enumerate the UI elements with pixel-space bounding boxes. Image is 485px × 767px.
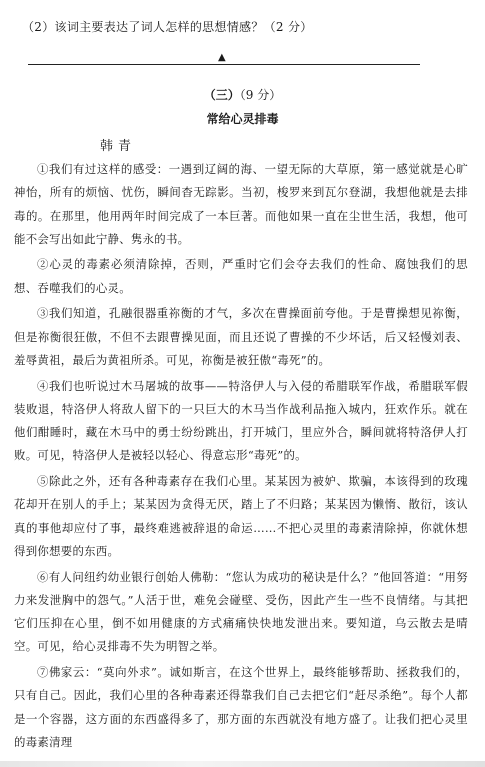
divider-line (28, 64, 420, 65)
question-text: （2）该词主要表达了词人怎样的思想情感？（2 分） (22, 20, 313, 34)
paragraph-4: ④我们也听说过木马屠城的故事——特洛伊人与入侵的希腊联军作战，希腊联军假装败退，特洛伊人将敌人留下的一只巨大的木马当作战利品拖入城内，狂欢作乐。就在他们酣睡时，藏在木马中的勇士纷纷跳出，打开城门，里应外合，瞬间就将特洛伊人打败。可见，特洛伊人是被轻以轻心、得意忘形“毒死”的。 (14, 378, 468, 463)
paragraph-1: ①我们有过这样的感受：一遇到辽阔的海、一望无际的大草原，第一感觉就是心旷神怡，所有的烦恼、忧伤，瞬间杳无踪影。当初，梭罗来到瓦尔登湖，我想他就是去排毒的。在那里，他用两年时间完成了一本巨著。而他如果一直在尘世生活，我想，他可能不会写出如此宁静、隽永的书。 (14, 162, 468, 246)
scan-edge (0, 761, 485, 767)
section-heading (0, 86, 485, 103)
triangle-marker-icon: ▲ (218, 52, 226, 63)
paragraph-5: ⑤除此之外，还有各种毒素存在我们心里。某某因为被妒、欺骗，本该得到的玫瑰花却开在别人的手上；某某因为贪得无厌，踏上了不归路；某某因为懒惰、散衍，该认真的事他却应付了事，最终难逃被辞退的命运……不把心灵里的毒素清除掉，你就休想得到你想要的东西。 (14, 474, 468, 558)
section-points: （9 分） (239, 88, 282, 102)
paragraph-6: ⑥有人问纽约幼业银行创始人佛勒：“您认为成功的秘诀是什么？”他回答道：“用努力来发泄胸中的怨气。”人活于世，难免会碰壁、受伤，因此产生一些不良情绪。与其把它们压抑在心里，倒不如用健康的方式痛痛快快地发泄出来。要知道，乌云散去是晴空。可见，给心灵排毒不失为明智之举。 (14, 569, 468, 654)
paragraph-2: ②心灵的毒素必须清除掉，否则，严重时它们会夺去我们的性命、腐蚀我们的思想、吞噬我们的心灵。 (14, 257, 468, 295)
paragraph-3: ③我们知道，孔融很器重祢衡的才气，多次在曹操面前夸他。于是曹操想见祢衡，但是祢衡很狂傲，不但不去跟曹操见面，而且还说了曹操的不少坏话，后又轻慢刘表、羞辱黄祖，最后为黄祖所杀。可见，祢衡是被狂傲“毒死”的。 (14, 306, 468, 367)
article-author: 韩青 (100, 139, 137, 154)
paragraph-7: ⑦佛家云：“莫向外求”。诚如斯言，在这个世界上，最终能够帮助、拯救我们的，只有自己。因此，我们心里的各种毒素还得靠我们自己去把它们“赶尽杀绝”。每个人都是一个容器，这方面的东西盛得多了，那方面的东西就没有地方盛了。让我们把心灵里的毒素清理 (14, 665, 468, 749)
section-number: （三） (203, 88, 240, 102)
article-title: 常给心灵排毒 (206, 112, 279, 126)
article-body (14, 158, 468, 757)
